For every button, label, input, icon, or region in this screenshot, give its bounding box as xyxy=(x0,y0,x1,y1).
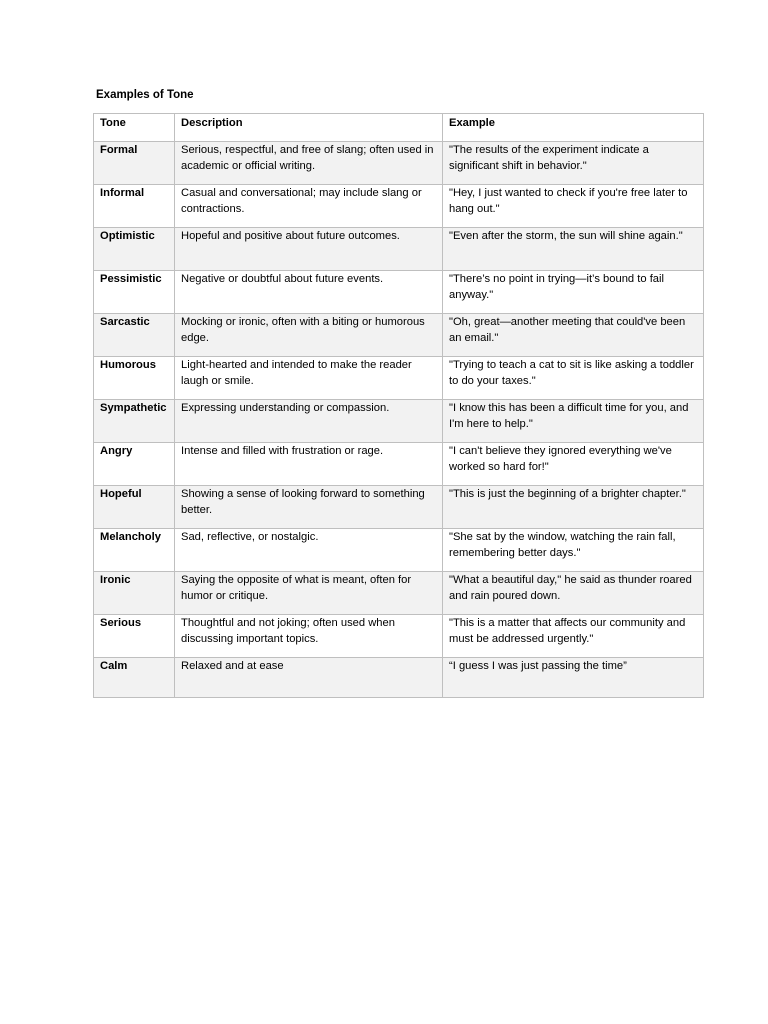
description-cell: Showing a sense of looking forward to something better. xyxy=(175,486,443,529)
description-cell: Saying the opposite of what is meant, often for humor or critique. xyxy=(175,572,443,615)
example-cell: "Even after the storm, the sun will shine again." xyxy=(443,228,704,271)
table-row xyxy=(94,486,704,529)
tone-cell: Calm xyxy=(94,658,175,698)
example-cell: "What a beautiful day," he said as thunder roared and rain poured down. xyxy=(443,572,704,615)
example-cell: "This is a matter that affects our community and must be addressed urgently." xyxy=(443,615,704,658)
column-header-description: Description xyxy=(175,114,443,142)
example-cell: "The results of the experiment indicate a significant shift in behavior." xyxy=(443,142,704,185)
table-row xyxy=(94,615,704,658)
example-cell: "She sat by the window, watching the rain fall, remembering better days." xyxy=(443,529,704,572)
description-cell: Intense and filled with frustration or rage. xyxy=(175,443,443,486)
table-row xyxy=(94,658,704,698)
table-row xyxy=(94,314,704,357)
description-cell: Casual and conversational; may include slang or contractions. xyxy=(175,185,443,228)
tone-cell: Ironic xyxy=(94,572,175,615)
description-cell: Relaxed and at ease xyxy=(175,658,443,698)
description-cell: Negative or doubtful about future events. xyxy=(175,271,443,314)
example-cell: "Hey, I just wanted to check if you're free later to hang out." xyxy=(443,185,704,228)
tone-cell: Sarcastic xyxy=(94,314,175,357)
table-row xyxy=(94,572,704,615)
tone-cell: Informal xyxy=(94,185,175,228)
description-cell: Thoughtful and not joking; often used when discussing important topics. xyxy=(175,615,443,658)
example-cell: "There’s no point in trying—it’s bound to fail anyway." xyxy=(443,271,704,314)
table-row xyxy=(94,185,704,228)
table-row xyxy=(94,142,704,185)
description-cell: Mocking or ironic, often with a biting or humorous edge. xyxy=(175,314,443,357)
example-cell: "I know this has been a difficult time for you, and I'm here to help." xyxy=(443,400,704,443)
example-cell: "I can't believe they ignored everything we've worked so hard for!" xyxy=(443,443,704,486)
table-row xyxy=(94,443,704,486)
table-row xyxy=(94,400,704,443)
tone-cell: Pessimistic xyxy=(94,271,175,314)
page-title: Examples of Tone xyxy=(96,89,194,101)
tone-cell: Angry xyxy=(94,443,175,486)
table-row xyxy=(94,529,704,572)
tone-cell: Humorous xyxy=(94,357,175,400)
tone-cell: Sympathetic xyxy=(94,400,175,443)
tone-cell: Melancholy xyxy=(94,529,175,572)
example-cell: "Oh, great—another meeting that could've been an email." xyxy=(443,314,704,357)
column-header-tone: Tone xyxy=(94,114,175,142)
tone-cell: Optimistic xyxy=(94,228,175,271)
tone-cell: Formal xyxy=(94,142,175,185)
table-row xyxy=(94,357,704,400)
example-cell: “I guess I was just passing the time” xyxy=(443,658,704,698)
description-cell: Hopeful and positive about future outcomes. xyxy=(175,228,443,271)
description-cell: Light-hearted and intended to make the reader laugh or smile. xyxy=(175,357,443,400)
example-cell: "This is just the beginning of a brighter chapter." xyxy=(443,486,704,529)
tone-cell: Serious xyxy=(94,615,175,658)
tone-cell: Hopeful xyxy=(94,486,175,529)
description-cell: Expressing understanding or compassion. xyxy=(175,400,443,443)
description-cell: Serious, respectful, and free of slang; often used in academic or official writing. xyxy=(175,142,443,185)
example-cell: "Trying to teach a cat to sit is like asking a toddler to do your taxes." xyxy=(443,357,704,400)
table-header-row xyxy=(94,114,704,142)
table-row xyxy=(94,228,704,271)
column-header-example: Example xyxy=(443,114,704,142)
table-row xyxy=(94,271,704,314)
tone-table xyxy=(93,113,704,698)
description-cell: Sad, reflective, or nostalgic. xyxy=(175,529,443,572)
